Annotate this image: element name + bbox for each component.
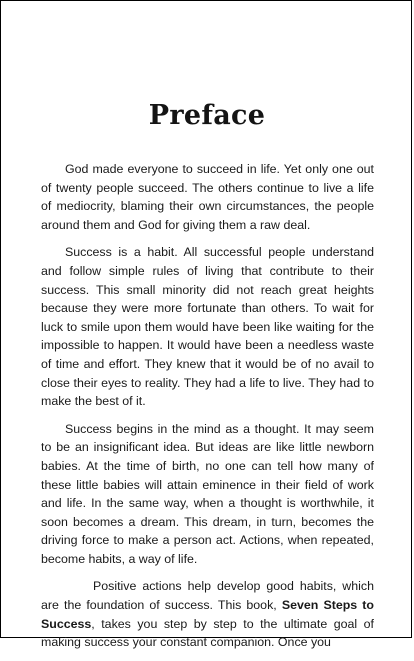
paragraph-3: Success begins in the mind as a thought. It may seem to be an insignificant idea. But ideas are like little newborn babies. At the time of birth, no one can tell how many of these little babies will attain eminence in their field of work and life. In the same way, when a thought is worthwhile, it soon becomes a dream. This dream, in turn, becomes the driving force to make a person act. Actions, when repeated, become habits, a way of life. — [41, 421, 374, 566]
paragraph-4-lead: Positive actions help develop good habits, which are the foundation of success. This book, — [41, 579, 374, 613]
paragraph-1: God made everyone to succeed in life. Yet only one out of twenty people succeed. The others continue to live a life of mediocrity, blaming their own circumstances, the people around them and God for giving them a raw deal. — [41, 162, 374, 232]
book-title: Seven Steps to Success — [41, 598, 374, 631]
paragraph-4-tail: , takes you step by step to the ultimate goal of making success your constant companion. Once you — [41, 616, 374, 650]
paragraph-2: Success is a habit. All successful people understand and follow simple rules of living that contribute to their success. This small minority did not reach great heights because they were more fortunate than others. To wait for luck to smile upon them would have been like waiting for the impossible to happen. It would have been a needless waste of time and effort. They knew that it would be of no avail to close their eyes to reality. They had a life to live. They had to make the best of it. — [41, 245, 374, 409]
page-title: Preface — [148, 100, 266, 131]
preface-body — [41, 160, 374, 661]
paragraph-4 — [41, 577, 374, 651]
